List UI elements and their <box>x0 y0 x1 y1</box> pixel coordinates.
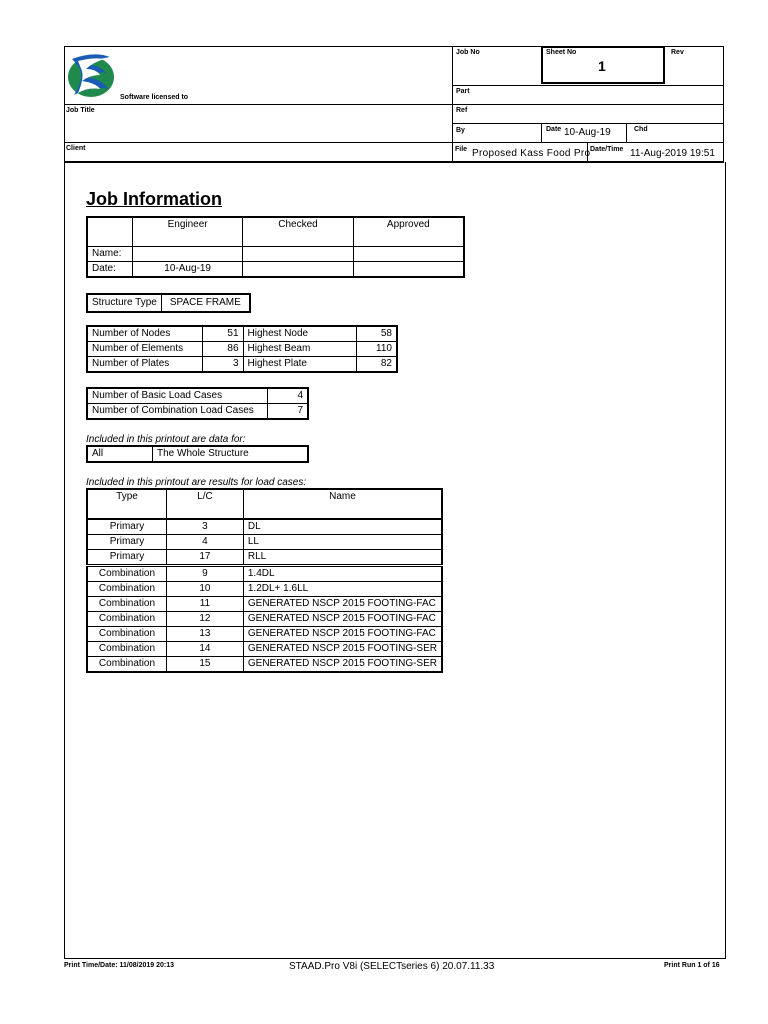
row-type: Combination <box>87 657 166 673</box>
data-for-table <box>86 445 309 463</box>
table-row <box>87 535 442 550</box>
count-value: 3 <box>203 357 243 373</box>
row-type: Primary <box>87 535 166 550</box>
table-row <box>87 642 442 657</box>
row-lc: 10 <box>166 582 243 597</box>
counts-table <box>86 325 398 373</box>
part-label: Part <box>456 88 470 95</box>
row-lc: 11 <box>166 597 243 612</box>
engineer-header: Engineer <box>132 217 242 247</box>
job-no-label: Job No <box>456 49 480 56</box>
approval-table <box>86 216 465 278</box>
count-label: Highest Beam <box>243 342 356 357</box>
count-value: 58 <box>356 326 397 342</box>
by-label: By <box>456 127 465 134</box>
row-lc: 17 <box>166 550 243 566</box>
count-label: Number of Plates <box>87 357 203 373</box>
row-name: RLL <box>243 550 442 566</box>
row-lc: 14 <box>166 642 243 657</box>
count-value: 86 <box>203 342 243 357</box>
licensed-label: Software licensed to <box>120 94 189 101</box>
structure-type-value: SPACE FRAME <box>161 294 249 312</box>
row-type: Primary <box>87 519 166 535</box>
bentley-logo-icon <box>66 49 116 101</box>
sheet-no-label: Sheet No <box>546 49 577 56</box>
chd-label: Chd <box>634 126 648 133</box>
date-value: 10-Aug-19 <box>564 127 611 138</box>
table-row <box>87 627 442 642</box>
row-lc: 3 <box>166 519 243 535</box>
results-caption: Included in this printout are results for load cases: <box>86 477 307 488</box>
table-row <box>87 657 442 673</box>
row-lc: 15 <box>166 657 243 673</box>
lc-header: L/C <box>166 489 243 519</box>
count-label: Number of Nodes <box>87 326 203 342</box>
row-type: Combination <box>87 582 166 597</box>
footer-software: STAAD.Pro V8i (SELECTseries 6) 20.07.11.33 <box>289 961 495 972</box>
count-label: Number of Elements <box>87 342 203 357</box>
load-count-value: 4 <box>267 388 308 404</box>
load-counts-table <box>86 387 309 420</box>
row-name: DL <box>243 519 442 535</box>
row-name: 1.2DL+ 1.6LL <box>243 582 442 597</box>
file-label: File <box>455 146 468 153</box>
page-title: Job Information <box>86 189 222 209</box>
row-name: GENERATED NSCP 2015 FOOTING-FAC <box>243 597 442 612</box>
data-for-scope: All <box>87 446 153 462</box>
sheet-no-value: 1 <box>598 58 606 74</box>
count-value: 51 <box>203 326 243 342</box>
datetime-value: 11-Aug-2019 19:51 <box>630 148 715 159</box>
datetime-label: Date/Time <box>590 146 624 153</box>
structure-type-label: Structure Type <box>87 294 161 312</box>
table-row <box>87 582 442 597</box>
row-type: Combination <box>87 597 166 612</box>
row-name: GENERATED NSCP 2015 FOOTING-FAC <box>243 612 442 627</box>
count-value: 110 <box>356 342 397 357</box>
table-row <box>87 597 442 612</box>
load-count-label: Number of Combination Load Cases <box>87 404 267 420</box>
data-for-description: The Whole Structure <box>153 446 309 462</box>
count-label: Highest Node <box>243 326 356 342</box>
load-count-label: Number of Basic Load Cases <box>87 388 267 404</box>
engineer-date: 10-Aug-19 <box>132 262 242 278</box>
job-title-label: Job Title <box>66 107 95 114</box>
row-type: Primary <box>87 550 166 566</box>
row-lc: 4 <box>166 535 243 550</box>
row-type: Combination <box>87 627 166 642</box>
rev-label: Rev <box>671 49 684 56</box>
structure-type-table <box>86 293 251 313</box>
row-type: Combination <box>87 566 166 582</box>
table-row <box>87 612 442 627</box>
data-for-caption: Included in this printout are data for: <box>86 434 246 445</box>
table-row <box>87 566 442 582</box>
load-count-value: 7 <box>267 404 308 420</box>
row-name: GENERATED NSCP 2015 FOOTING-SER <box>243 657 442 673</box>
name-label: Name: <box>87 247 132 262</box>
row-name: 1.4DL <box>243 566 442 582</box>
row-name: LL <box>243 535 442 550</box>
row-lc: 13 <box>166 627 243 642</box>
footer-print-time: Print Time/Date: 11/08/2019 20:13 <box>64 962 174 969</box>
results-table <box>86 488 443 673</box>
footer-print-run: Print Run 1 of 16 <box>664 962 720 969</box>
row-lc: 12 <box>166 612 243 627</box>
date-row-label: Date: <box>87 262 132 278</box>
row-name: GENERATED NSCP 2015 FOOTING-SER <box>243 642 442 657</box>
table-row <box>87 550 442 566</box>
ref-label: Ref <box>456 107 468 114</box>
file-value: Proposed Kass Food Pro <box>472 148 591 159</box>
table-row <box>87 519 442 535</box>
name-header: Name <box>243 489 442 519</box>
type-header: Type <box>87 489 166 519</box>
count-value: 82 <box>356 357 397 373</box>
row-type: Combination <box>87 612 166 627</box>
client-label: Client <box>66 145 86 152</box>
approved-header: Approved <box>353 217 464 247</box>
row-name: GENERATED NSCP 2015 FOOTING-FAC <box>243 627 442 642</box>
row-type: Combination <box>87 642 166 657</box>
date-label: Date <box>546 126 562 133</box>
row-lc: 9 <box>166 566 243 582</box>
count-label: Highest Plate <box>243 357 356 373</box>
checked-header: Checked <box>243 217 353 247</box>
